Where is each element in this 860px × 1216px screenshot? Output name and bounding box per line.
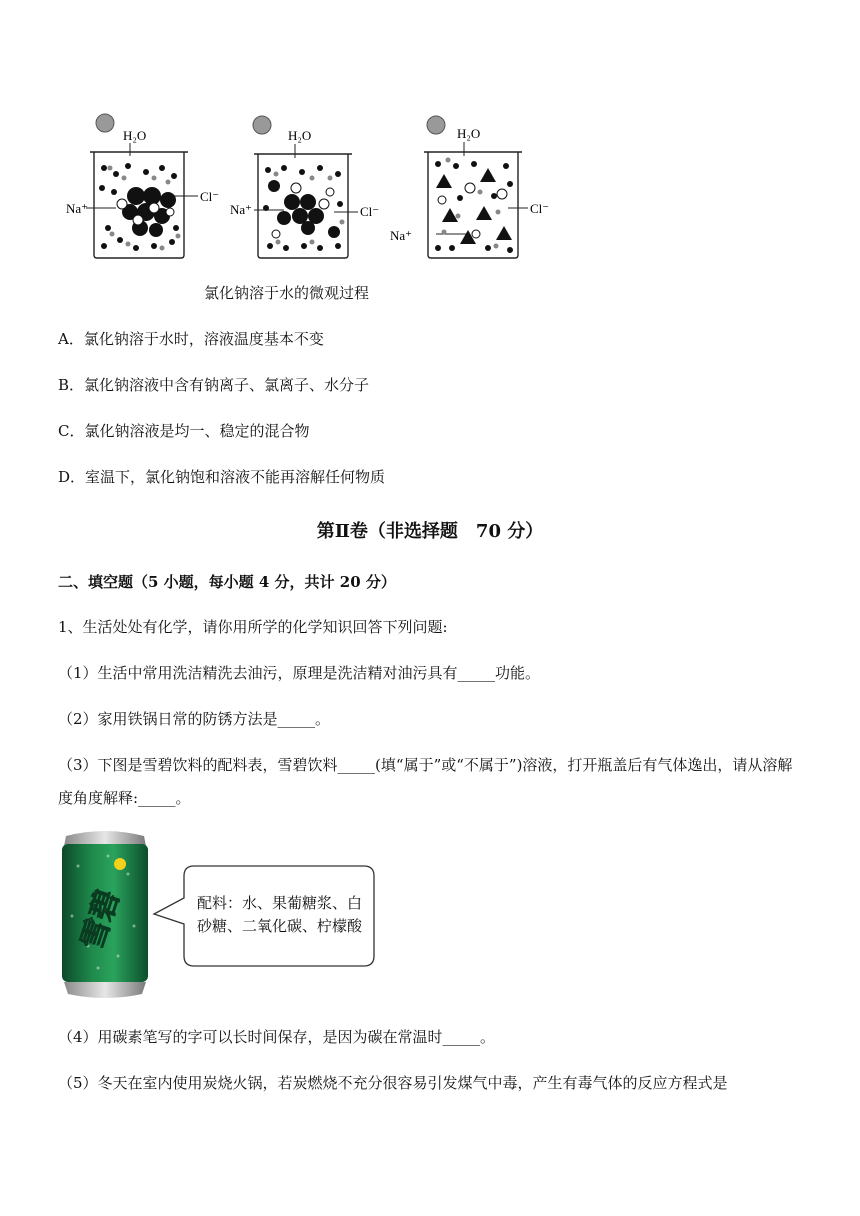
beaker-1 <box>66 114 219 258</box>
h2o-label: H₂O <box>123 128 147 143</box>
beaker-3 <box>390 116 549 258</box>
beaker-2 <box>230 116 379 258</box>
sprite-can-image <box>58 826 152 1000</box>
beakers-diagram <box>58 108 558 278</box>
cl-label: Cl⁻ <box>360 204 380 219</box>
nacl-dissolution-figure <box>58 108 558 308</box>
part-title: 二、填空题（5 小题，每小题 4 分，共计 20 分） <box>58 573 396 591</box>
question-stem: 1、生活处处有化学，请你用所学的化学知识回答下列问题: <box>58 618 448 636</box>
na-label: Na⁺ <box>390 228 413 243</box>
section-title: 第Ⅱ卷（非选择题 70 分） <box>316 521 544 542</box>
option-c: C．氯化钠溶液是均一、稳定的混合物 <box>58 422 310 440</box>
question-1-1: （1）生活中常用洗洁精洗去油污，原理是洗洁精对油污具有_____功能。 <box>58 664 541 682</box>
cl-label: Cl⁻ <box>530 201 550 216</box>
h2o-label: H₂O <box>457 126 481 141</box>
can-brand: 雪碧 <box>74 885 127 954</box>
question-1-5: （5）冬天在室内使用炭烧火锅，若炭燃烧不充分很容易引发煤气中毒，产生有毒气体的反应方程式是 <box>58 1074 728 1092</box>
question-1-2: （2）家用铁锅日常的防锈方法是_____。 <box>58 710 331 728</box>
option-a: A．氯化钠溶于水时，溶液温度基本不变 <box>58 330 324 348</box>
h2o-label: H₂O <box>288 128 312 143</box>
option-d: D．室温下，氯化钠饱和溶液不能再溶解任何物质 <box>58 468 386 486</box>
figure-caption: 氯化钠溶于水的微观过程 <box>204 284 370 302</box>
na-label: Na⁺ <box>230 202 253 217</box>
option-b: B．氯化钠溶液中含有钠离子、氯离子、水分子 <box>58 376 370 394</box>
ingredients-text: 配料：水、果葡糖浆、白砂糖、二氧化碳、柠檬酸 <box>197 894 363 935</box>
question-1-4: （4）用碳素笔写的字可以长时间保存，是因为碳在常温时_____。 <box>58 1028 496 1046</box>
cl-label: Cl⁻ <box>200 189 220 204</box>
na-label: Na⁺ <box>66 201 89 216</box>
question-1-3: （3）下图是雪碧饮料的配料表，雪碧饮料_____(填“属于”或“不属于”)溶液，打开瓶盖后有气体逸出，请从溶解度角度解释:_____。 <box>58 756 793 807</box>
